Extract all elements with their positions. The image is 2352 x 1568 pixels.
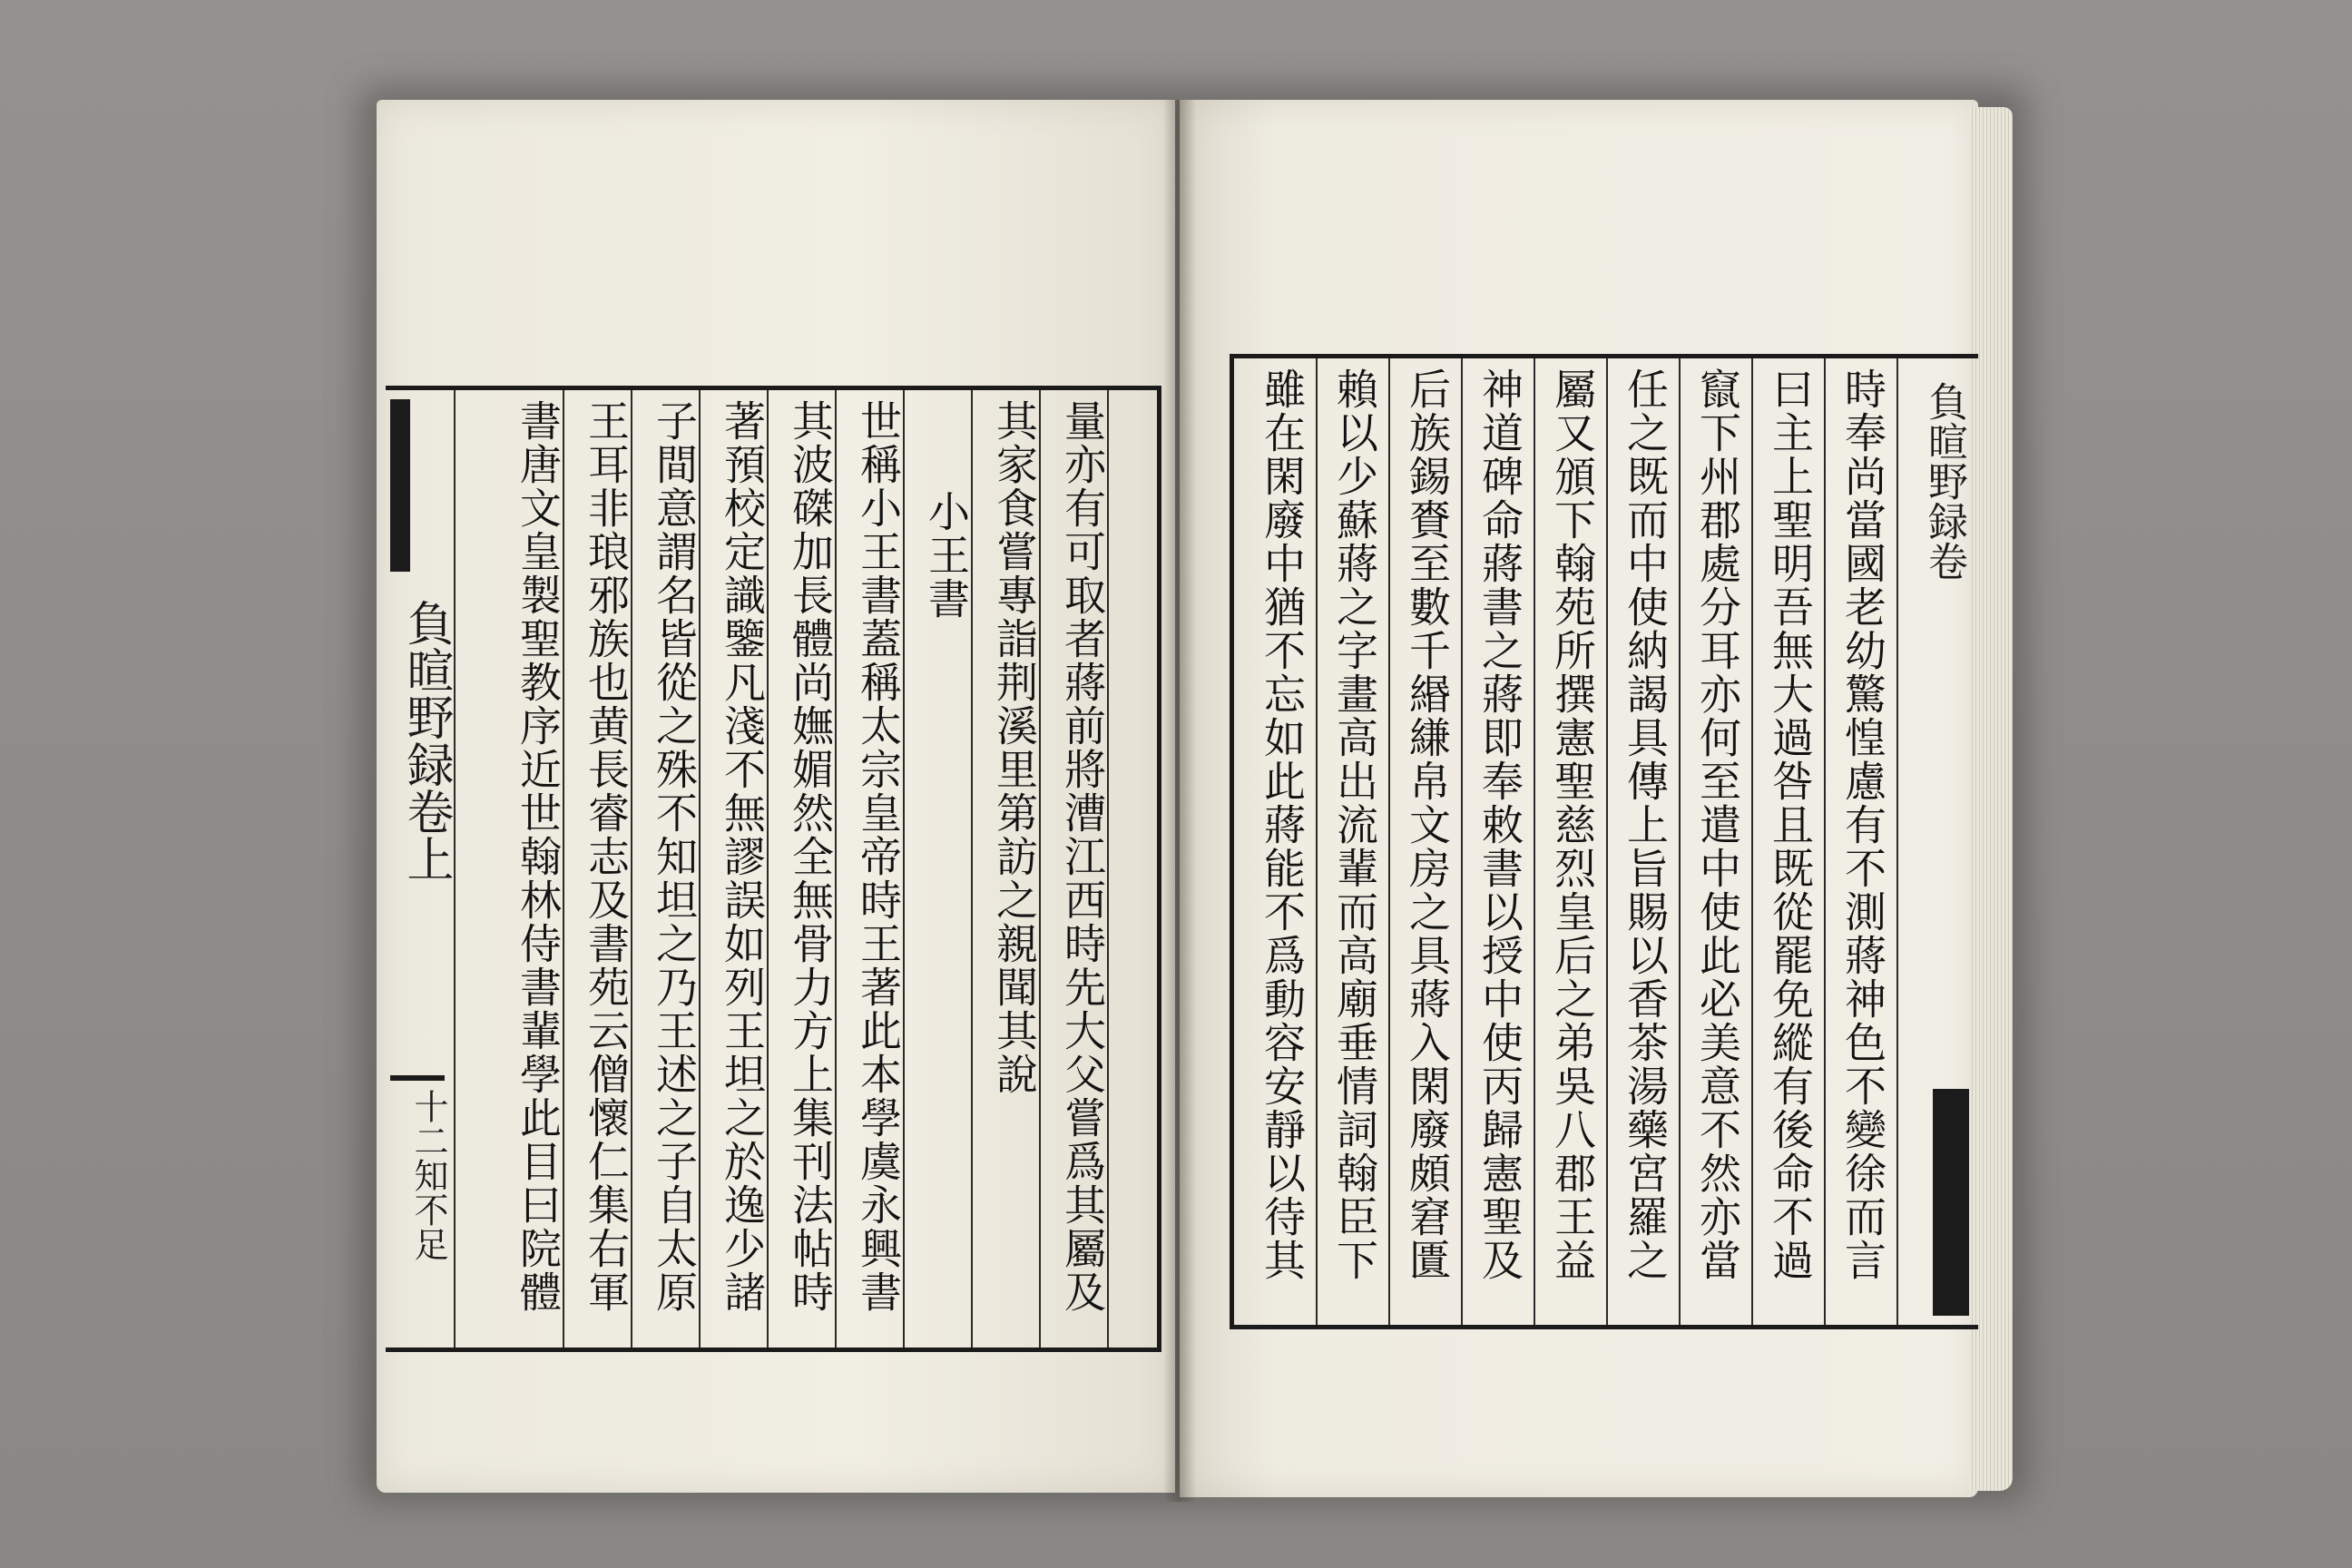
column-rule: [1461, 358, 1463, 1325]
page-number: 十二知不足: [408, 1089, 448, 1261]
column-rule: [767, 390, 769, 1348]
text-column: 后族錫賚至數千緡縑帛文房之具蔣入閑廢頗窘匱: [1403, 368, 1452, 1282]
margin-title: 負暄野録卷上: [398, 599, 453, 882]
column-rule: [971, 390, 973, 1348]
section-heading: 小王書: [922, 490, 971, 621]
text-column: 書唐文皇製聖教序近世翰林侍書輩學此目曰院體: [514, 399, 563, 1314]
column-rule: [1751, 358, 1753, 1325]
column-rule: [1316, 358, 1318, 1325]
fishtail-mark: [1933, 1089, 1969, 1316]
text-column: 世稱小王書蓋稱太宗皇帝時王著此本學虞永興書: [854, 399, 903, 1314]
text-column: 時奉尚當國老幼驚惶慮有不測蔣神色不變徐而言: [1838, 368, 1887, 1282]
column-rule: [1896, 358, 1898, 1325]
text-column: 曰主上聖明吾無大過咎且既從罷免縱有後命不過: [1766, 368, 1815, 1282]
text-column: 量亦有可取者蔣前將漕江西時先大父嘗爲其屬及: [1058, 399, 1107, 1314]
column-rule: [1107, 390, 1109, 1348]
text-column: 其家食嘗專詣荆溪里第訪之親聞其說: [990, 399, 1039, 1096]
margin-title: 負暄野録卷: [1921, 381, 1967, 581]
column-rule: [1388, 358, 1390, 1325]
text-column: 著預校定識鑒凡淺不無謬誤如列王坦之於逸少諸: [718, 399, 767, 1314]
fishtail-mark: [390, 399, 410, 572]
column-rule: [903, 390, 905, 1348]
column-rule: [1039, 390, 1041, 1348]
book-gutter: [1163, 100, 1196, 1502]
text-column: 竄下州郡處分耳亦何至遣中使此必美意不然亦當: [1693, 368, 1742, 1282]
text-column: 賴以少蘇蔣之字畫高出流輩而高廟垂情詞翰臣下: [1330, 368, 1379, 1282]
text-column: 子間意謂名皆從之殊不知坦之乃王述之子自太原: [650, 399, 699, 1314]
margin-divider: [390, 1075, 445, 1081]
column-rule: [631, 390, 632, 1348]
column-rule: [835, 390, 837, 1348]
column-rule: [563, 390, 564, 1348]
column-rule: [1606, 358, 1608, 1325]
text-column: 雖在閑廢中猶不忘如此蔣能不爲動容安靜以待其: [1258, 368, 1307, 1282]
column-rule: [1534, 358, 1535, 1325]
column-rule: [1824, 358, 1826, 1325]
column-rule: [1679, 358, 1681, 1325]
text-column: 神道碑命蔣書之蔣即奉敕書以授中使丙歸憲聖及: [1475, 368, 1524, 1282]
text-column: 屬又頒下翰苑所撰憲聖慈烈皇后之弟吳八郡王益: [1548, 368, 1597, 1282]
left-text-frame: [386, 386, 1161, 1352]
column-rule: [699, 390, 701, 1348]
text-column: 王耳非琅邪族也黄長睿志及書苑云僧懷仁集右軍: [582, 399, 631, 1314]
text-column: 其波磔加長體尚嫵媚然全無骨力方上集刊法帖時: [786, 399, 835, 1314]
text-column: 任之既而中使納謁具傳上旨賜以香茶湯藥宮羅之: [1621, 368, 1670, 1282]
